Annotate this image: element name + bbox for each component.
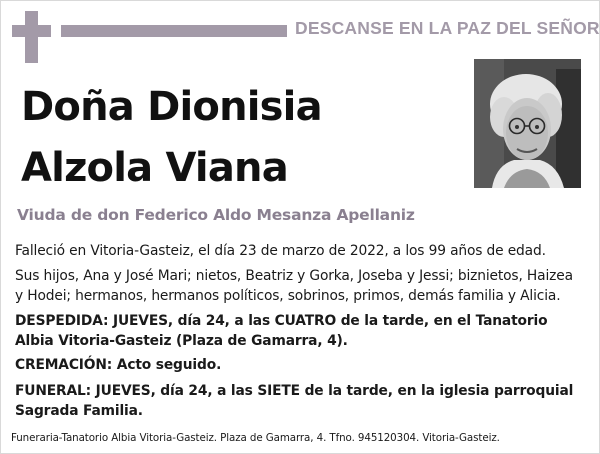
family-list: Sus hijos, Ana y José Mari; nietos, Beatriz y Gorka, Joseba y Jessi; biznietos, Haizea y Hodei; hermanos, hermanos políticos, sobrinos, primos, demás familia y Alicia. (15, 268, 573, 304)
header-rule (61, 25, 287, 37)
death-notice: Falleció en Vitoria-Gasteiz, el día 23 de marzo de 2022, a los 99 años de edad. (15, 243, 546, 259)
deceased-name-line2: Alzola Viana (21, 145, 288, 191)
cremation-notice: CREMACIÓN: Acto seguido. (15, 357, 222, 373)
portrait-photo (474, 59, 581, 188)
deceased-name-line1: Doña Dionisia (21, 84, 322, 130)
header-motto: DESCANSE EN LA PAZ DEL SEÑOR (295, 18, 600, 38)
farewell-notice: DESPEDIDA: JUEVES, día 24, a las CUATRO de la tarde, en el Tanatorio Albia Vitoria-Gasteiz (Plaza de Gamarra, 4). (15, 313, 548, 349)
cross-icon-horizontal (12, 25, 51, 37)
portrait-illustration (474, 59, 581, 188)
deceased-subtitle: Viuda de don Federico Aldo Mesanza Apellaniz (17, 206, 415, 224)
funeral-home-footer: Funeraria-Tanatorio Albia Vitoria-Gasteiz. Plaza de Gamarra, 4. Tfno. 945120304. Vitoria-Gasteiz. (11, 432, 500, 444)
funeral-notice: FUNERAL: JUEVES, día 24, a las SIETE de la tarde, en la iglesia parroquial Sagrada Familia. (15, 383, 574, 419)
cross-icon-vertical (25, 11, 38, 63)
